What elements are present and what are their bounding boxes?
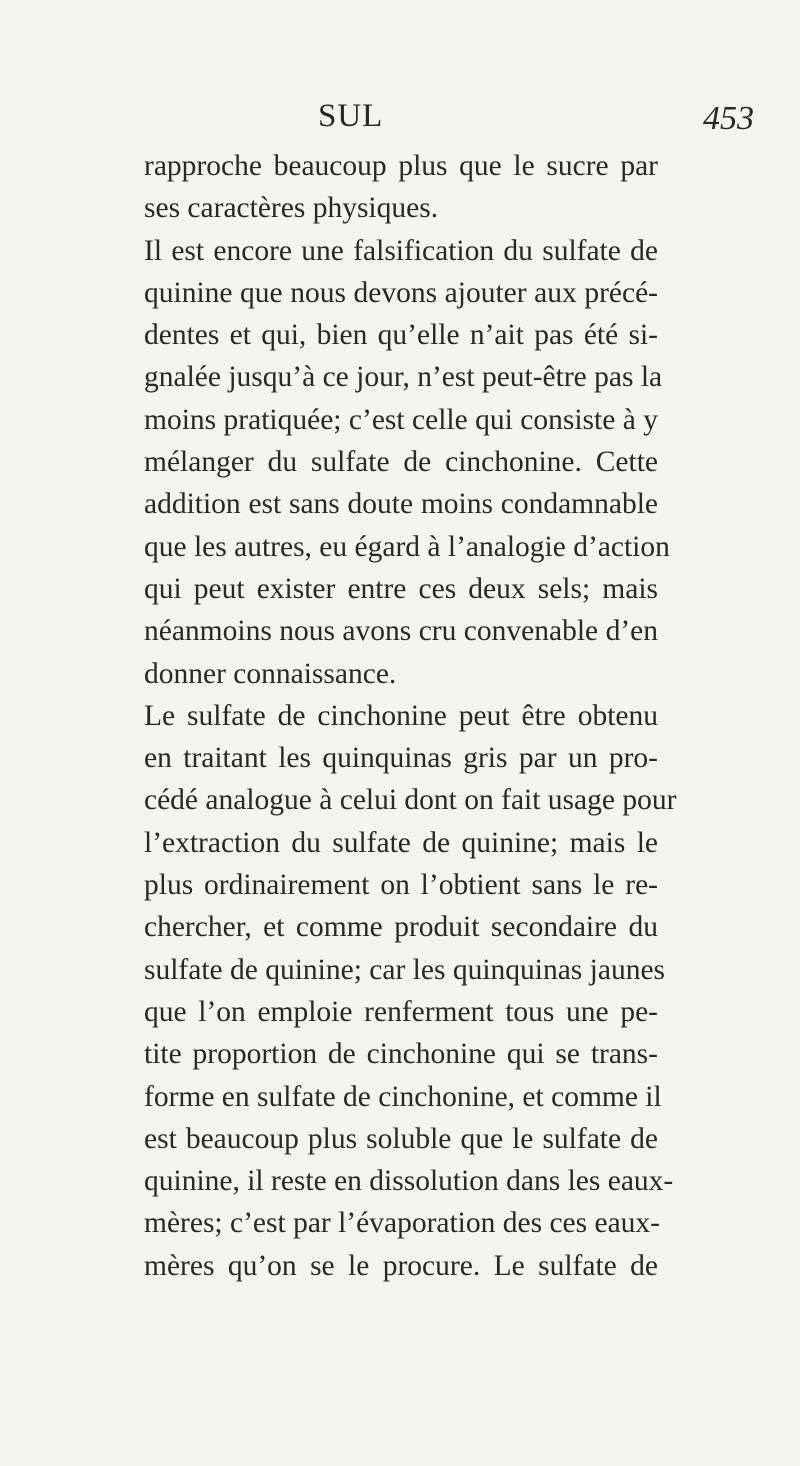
text-line: quinine, il reste en dissolution dans les eaux- xyxy=(144,1165,674,1198)
running-head-title: SUL xyxy=(318,98,384,134)
text-line: l’extraction du sulfate de quinine; mais le xyxy=(144,826,658,859)
running-head xyxy=(0,98,800,138)
text-line: mères; c’est par l’évaporation des ces eaux- xyxy=(144,1207,661,1240)
text-line: que l’on emploie renferment tous une pe- xyxy=(144,995,658,1028)
text-line: forme en sulfate de cinchonine, et comme il xyxy=(144,1080,662,1113)
text-line: mélanger du sulfate de cinchonine. Cette xyxy=(144,446,658,479)
text-line: quinine que nous devons ajouter aux précé- xyxy=(144,276,658,309)
body-text xyxy=(144,145,677,1287)
page-number: 453 xyxy=(703,100,754,137)
text-line: tite proportion de cinchonine qui se trans- xyxy=(144,1038,658,1071)
text-line: chercher, et comme produit secondaire du xyxy=(144,911,658,944)
text-line: rapproche beaucoup plus que le sucre par xyxy=(144,150,658,182)
text-line: mères qu’on se le procure. Le sulfate de xyxy=(144,1249,658,1282)
text-line: addition est sans doute moins condamnable xyxy=(144,488,658,521)
text-line: cédé analogue à celui dont on fait usage pour xyxy=(144,784,677,817)
text-line: que les autres, eu égard à l’analogie d’action xyxy=(144,530,670,563)
text-line: est beaucoup plus soluble que le sulfate de xyxy=(144,1122,658,1155)
text-line: sulfate de quinine; car les quinquinas jaunes xyxy=(144,953,666,986)
text-line: dentes et qui, bien qu’elle n’ait pas été si- xyxy=(144,319,658,352)
text-line: plus ordinairement on l’obtient sans le re- xyxy=(144,869,658,902)
text-line: qui peut exister entre ces deux sels; mais xyxy=(144,572,658,605)
text-line: ses caractères physiques. xyxy=(144,192,439,225)
text-line: donner connaissance. xyxy=(144,657,397,690)
text-line: gnalée jusqu’à ce jour, n’est peut-être pas la xyxy=(144,361,663,394)
text-line: néanmoins nous avons cru convenable d’en xyxy=(144,615,658,648)
text-line: Le sulfate de cinchonine peut être obtenu xyxy=(144,699,658,732)
text-line: Il est encore une falsification du sulfate de xyxy=(144,234,658,267)
text-line: en traitant les quinquinas gris par un pro- xyxy=(144,742,658,775)
text-line: moins pratiquée; c’est celle qui consiste à y xyxy=(144,403,658,436)
